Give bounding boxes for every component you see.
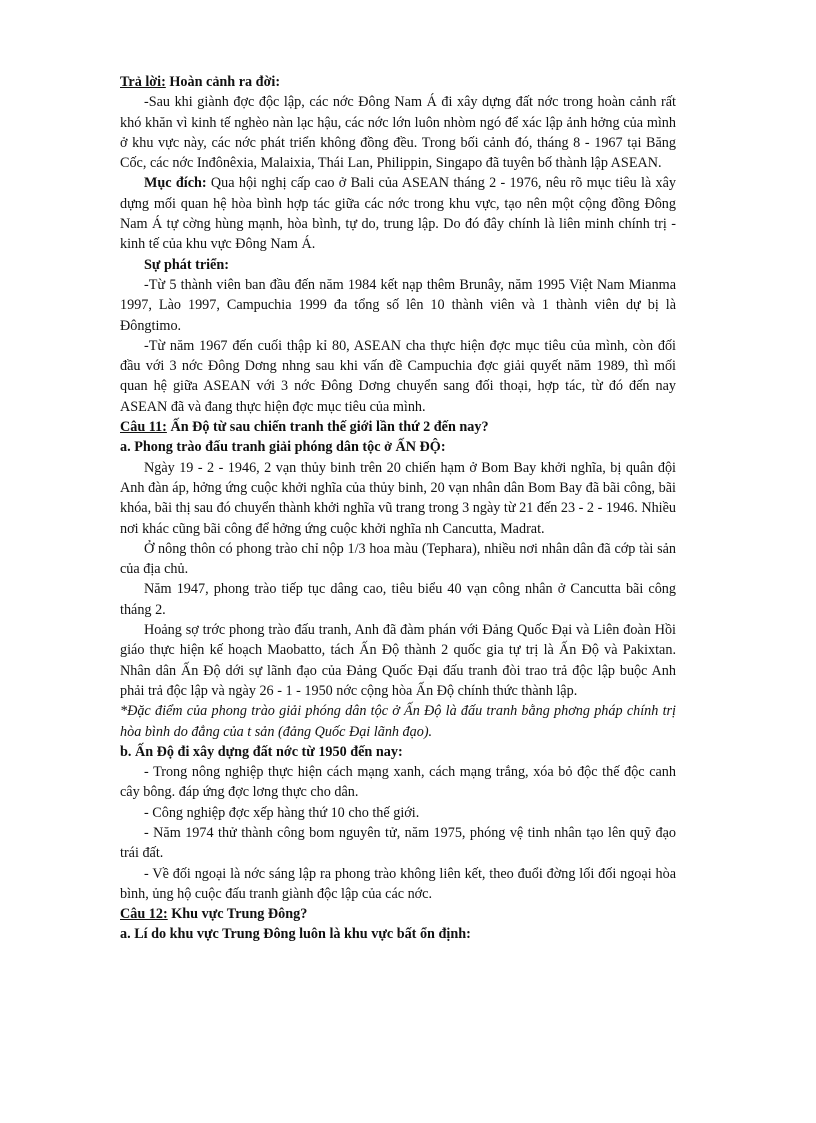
context-paragraph: -Sau khi giành đợc độc lập, các nớc Đông Nam Á đi xây dựng đất nớc trong hoàn cảnh rất khó khăn vì kinh tế nghèo nàn lạc hậu, các nớc lớn luôn nhòm ngó để xác lập ảnh hởng của mình ở khu vực này, các nớc phát triển không đồng đều. Trong bối cảnh đó, tháng 8 - 1967 tại Băng Cốc, các nớc Inđônêxia, Malaixia, Thái Lan, Philippin, Singapo đã tuyên bố thành lập ASEAN. — [120, 94, 676, 172]
document-body — [120, 72, 676, 945]
development-paragraph-1: -Từ 5 thành viên ban đầu đến năm 1984 kết nạp thêm Brunây, năm 1995 Việt Nam Mianma 1997, Lào 1997, Campuchia 1999 đa tổng số lên 10 thành viên và 1 thành viên dự bị là Đôngtimo. — [120, 276, 676, 334]
question-11-heading — [120, 417, 676, 437]
question-11-label: Câu 11: — [120, 419, 167, 436]
india-paragraph-3: Năm 1947, phong trào tiếp tục dâng cao, tiêu biểu 40 vạn công nhân ở Cancutta bãi công tháng 2. — [120, 581, 676, 618]
section-a-heading: a. Phong trào đấu tranh giải phóng dân tộc ở ẤN ĐỘ: — [120, 439, 446, 456]
india-paragraph-1: Ngày 19 - 2 - 1946, 2 vạn thủy binh trên 20 chiến hạm ở Bom Bay khởi nghĩa, bị quân đội Anh đàn áp, hởng ứng cuộc khởi nghĩa của thủy binh, 20 vạn nhân dân Bom Bay đã bãi công, bãi khóa, bãi thị sau đó chuyển thành khởi nghĩa vũ trang trong 3 ngày từ 21 đến 23 - 2 - 1946. Nhiều nơi khác cũng bãi công để hởng ứng cuộc khởi nghĩa nh Cancutta, Madrat. — [120, 459, 676, 537]
answer-label: Trả lời: — [120, 74, 166, 90]
question-12-title: Khu vực Trung Đông? — [167, 906, 308, 923]
purpose-label: Mục đích: — [144, 175, 207, 192]
india-paragraph-4: Hoảng sợ trớc phong trào đấu tranh, Anh đã đàm phán với Đảng Quốc Đại và Liên đoàn Hồi giáo thực hiện kế hoạch Maobatto, tách Ấn Độ thành 2 quốc gia tự trị là Ấn Độ và Pakixtan. Nhân dân Ấn Độ dới sự lãnh đạo của Đảng Quốc Đại đấu tranh đòi trao trả độc lập buộc Anh phải trả độc lập và ngày 26 - 1 - 1950 nớc cộng hòa Ấn Độ chính thức thành lập. — [120, 622, 676, 699]
middle-east-section-a-heading: a. Lí do khu vực Trung Đông luôn là khu vực bất ổn định: — [120, 926, 471, 943]
answer-heading — [120, 72, 676, 92]
section-b-heading: b. Ấn Độ đi xây dựng đất nớc từ 1950 đến nay: — [120, 743, 403, 760]
answer-heading-text: Hoàn cảnh ra đời: — [165, 74, 281, 90]
build-item-3: - Năm 1974 thử thành công bom nguyên tử, năm 1975, phóng vệ tinh nhân tạo lên quỹ đạo trái đất. — [120, 824, 676, 862]
question-12-label: Câu 12: — [120, 906, 168, 923]
question-12-heading — [120, 904, 676, 924]
development-heading: Sự phát triển: — [144, 256, 229, 273]
build-item-1: - Trong nông nghiệp thực hiện cách mạng xanh, cách mạng trắng, xóa bỏ độc thế độc canh cây bông. đáp ứng đợc lơng thực cho dân. — [120, 764, 676, 801]
build-item-2: - Công nghiệp đợc xếp hàng thứ 10 cho thế giới. — [144, 804, 420, 821]
development-paragraph-2: -Từ năm 1967 đến cuối thập kỉ 80, ASEAN cha thực hiện đợc mục tiêu của mình, còn đối đầu với 3 nớc Đông Dơng nhng sau khi vấn đề Campuchia đợc giải quyết năm 1989, thì mối quan hệ giữa ASEAN với 3 nớc Đông Dơng chuyển sang đối thoại, hợp tác, từ đó đến nay ASEAN đã và đang thực hiện đợc mục tiêu của mình. — [120, 337, 676, 415]
purpose-text: Qua hội nghị cấp cao ở Bali của ASEAN tháng 2 - 1976, nêu rõ mục tiêu là xây dựng mối quan hệ hòa bình hợp tác giữa các nớc trong khu vực, tạo nên một cộng đồng Đông Nam Á tự cờng hùng mạnh, hòa bình, tự do, trung lập. Do đó đây chính là liên minh chính trị - kinh tế của khu vực Đông Nam Á. — [120, 175, 676, 253]
purpose-paragraph — [120, 173, 676, 254]
build-item-4: - Về đối ngoại là nớc sáng lập ra phong trào không liên kết, theo đuổi đờng lối đối ngoại hòa bình, ủng hộ cuộc đấu tranh giành độc lập của các nớc. — [120, 865, 676, 902]
india-paragraph-2: Ở nông thôn có phong trào chỉ nộp 1/3 hoa màu (Tephara), nhiều nơi nhân dân đã cớp tài sản của địa chủ. — [120, 540, 676, 578]
question-11-title: Ấn Độ từ sau chiến tranh thế giới lần thứ 2 đến nay? — [166, 419, 489, 436]
characteristic-note: *Đặc điểm của phong trào giải phóng dân tộc ở Ấn Độ là đấu tranh bằng phơng pháp chính trị hòa bình do đẳng của t sản (đảng Quốc Đại lãnh đạo). — [120, 703, 676, 740]
